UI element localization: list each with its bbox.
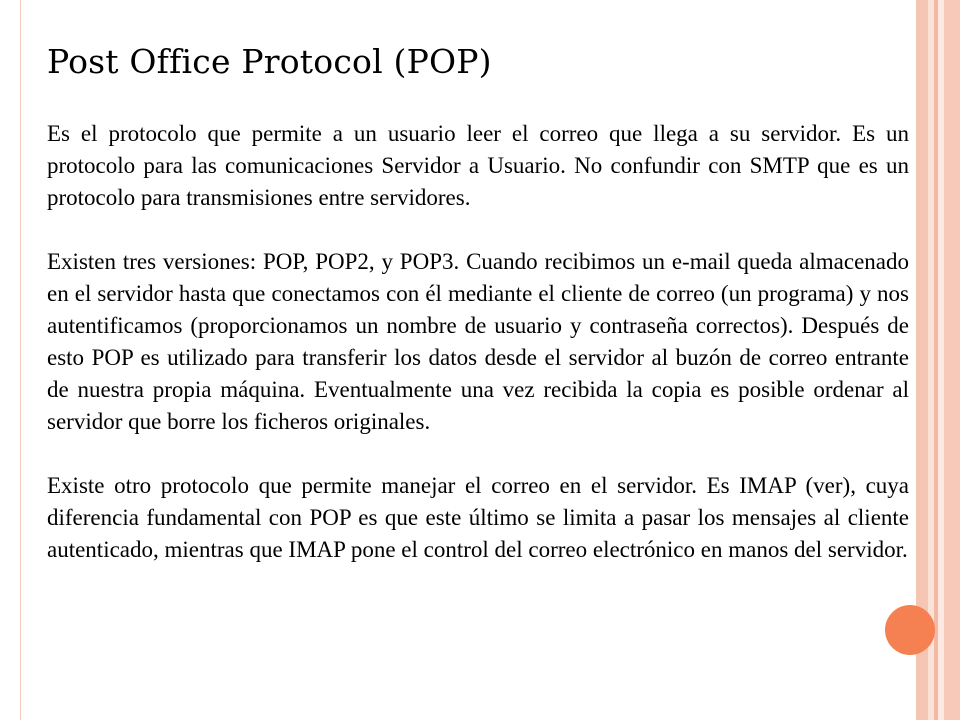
paragraph-intro: Es el protocolo que permite a un usuario leer el correo que llega a su servidor. Es un protocolo para las comunicaciones Servidor a Usuario. No confundir con SMTP que es un protocolo para transmisiones entre servidores. (47, 121, 909, 210)
paragraph-versions: Existen tres versiones: POP, POP2, y POP3. Cuando recibimos un e-mail queda almacenado en el servidor hasta que conectamos con él mediante el cliente de correo (un programa) y nos autentificamos (proporcionamos un nombre de usuario y contraseña correctos). Después de esto POP es utilizado para transferir los datos desde el servidor al buzón de correo entrante de nuestra propia máquina. Eventualmente una vez recibida la copia es posible ordenar al servidor que borre los ficheros originales. (47, 249, 909, 434)
slide-body (47, 118, 909, 566)
paragraph-imap: Existe otro protocolo que permite manejar el correo en el servidor. Es IMAP (ver), cuya diferencia fundamental con POP es que este último se limita a pasar los mensajes al cliente autenticado, mientras que IMAP pone el control del correo electrónico en manos del servidor. (47, 473, 909, 562)
slide-title: Post Office Protocol (POP) (47, 42, 492, 81)
accent-circle-decoration (885, 605, 935, 655)
left-border-decoration (0, 0, 21, 720)
